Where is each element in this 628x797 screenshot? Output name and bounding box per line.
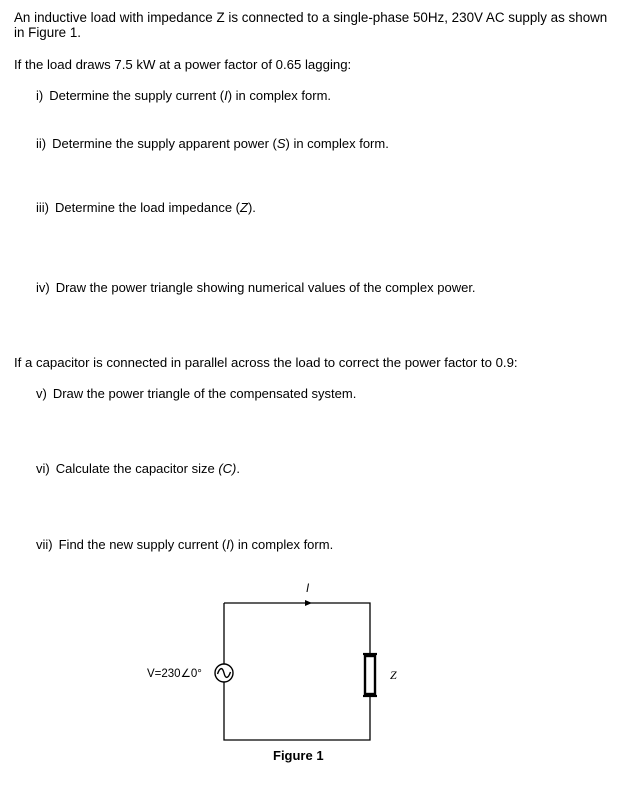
question-vii: vii) Find the new supply current (I) in complex form. — [36, 537, 334, 552]
question-iii: iii) Determine the load impedance (Z). — [36, 200, 256, 215]
source-voltage-label: V=230∠0° — [147, 668, 202, 680]
ac-source-icon — [215, 664, 233, 682]
question-vi: vi) Calculate the capacitor size (C). — [36, 461, 240, 476]
problem-intro: An inductive load with impedance Z is connected to a single-phase 50Hz, 230V AC supply as shown in Figure 1. — [14, 10, 608, 40]
question-i: i) Determine the supply current (I) in complex form. — [36, 88, 332, 103]
question-ii: ii) Determine the supply apparent power (S) in complex form. — [36, 136, 389, 151]
compensation-lead: If a capacitor is connected in parallel across the load to correct the power factor to 0.9: — [14, 355, 518, 370]
current-label: I — [306, 583, 310, 595]
circuit-wires — [224, 603, 370, 740]
conditions-lead: If the load draws 7.5 kW at a power factor of 0.65 lagging: — [14, 57, 352, 72]
load-impedance-label: Z — [390, 668, 397, 682]
question-v: v) Draw the power triangle of the compensated system. — [36, 386, 357, 401]
figure-caption: Figure 1 — [273, 748, 324, 763]
load-impedance-icon — [363, 654, 377, 696]
question-iv: iv) Draw the power triangle showing numerical values of the complex power. — [36, 280, 476, 295]
current-arrow-icon — [305, 600, 312, 606]
